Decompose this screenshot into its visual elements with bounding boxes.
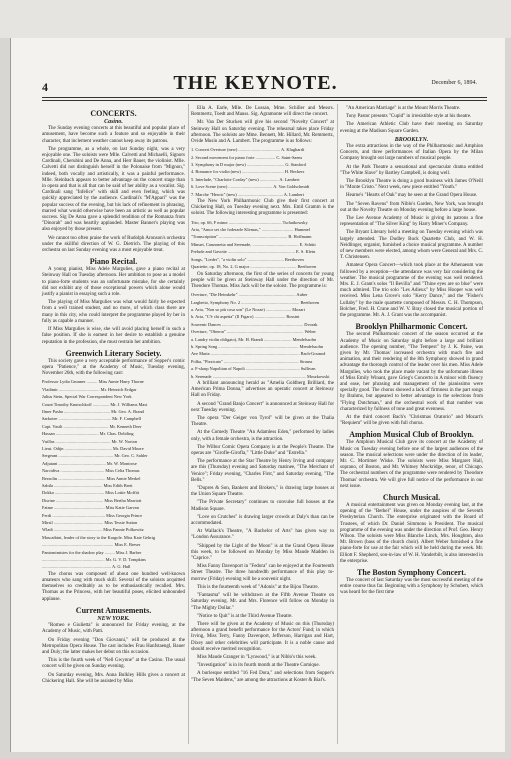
listing-line: Dokka ............................................. Miss Lottie Moffitt [42,490,140,496]
listing-line: 5. Interlude, "Charlotte Corday" (new) ................. A. Lambert [191,176,300,182]
article-paragraph: A young pianist, Miss Adele Margulies, gave a piano recital at Steinway Hall on Tuesday afternoon. Her ambition to pose as a model to piano-forte students was an unfortunate mistake, for she certainly did not exhibit any of those exceptional powers which alone would justify a pianist in essaying such a role. [42,267,185,298]
listing-line: Souvenir Dances .......................................................................... Dvorak [191,321,318,327]
subheading: NEW YORK. [97,615,130,622]
listing-line: 2. Second movement for piano forte .................. C. Saint-Saens [191,154,303,160]
listing-line: ................................................................. Miss E. Breser [42,542,141,548]
listing-line: Minuet, Canzonetta and Serenade, .......................................... E. Schütt [191,241,316,247]
listing-line: Sabila ............................................ Miss Edith Brett [42,483,133,488]
article-paragraph: Miss Fanny Davenport in "Fedora" can be enjoyed at the Fourteenth Street Theatre. The three hundredth performance of this play to-morrow (Friday) evening will be a souvenir night. [191,564,334,582]
section-heading: The Boston Symphony Concert. [357,568,466,577]
article-paragraph: "Fantasma" will be withdrawn at the Fifth Avenue Theatre on Saturday evening. Mr. and Mrs. Florence will follow on Monday in "The Mighty Dollar." [191,593,334,611]
listing-line: Prelude and Gavotte ............................................................. E. S. Klein [191,249,316,255]
article-paragraph: A burlesque entitled "16 Fed Dora," and selections from Sopper's "The Seven Maidens," are among the attractions at Koster & Bial's. [191,671,334,683]
article-paragraph: We cannot too often praise the work of Rudolph Aronson's orchestra under the skillful direction of W. G. Dietrich. The playing of this orchestra on last Sunday evening was a most enjoyable treat. [42,235,185,254]
listing-line: Berzolin ........................................... Miss Annie Merkel [42,475,141,481]
listing-line: Ferdi ................................................ Miss Georgia Prince [42,512,143,518]
scan-margin [0,0,511,38]
article-paragraph: A musical entertainment was given on Monday evening last, at the opening of the "Bethel" House, under the auspices of the Seventh Presbyterian Church. The enterprise originated with the Board of Trustees, of which Dr. Daniel Simmons is President. The musical programme of the evening was under the direction of Prof. Geo. Henry Wilson. The soloists were Miss Blanche Linck, Mrs. Houghton, also Mr. Brown (bass of the church choir). Albert Weber furnished a fine piano-forte for use at the fair which will be held during the week. Mr. Elliott F. Shepherd, son-in-law of W. H. Vanderbilt, is also interested in the enterprise. [340,502,483,564]
listing-line: Professor Lydia Grunner .......... Miss Annie Harry Thorne [42,379,144,385]
article-paragraph: "Love on Crutches" is drawing larger crowds at Daly's than can be accommodated. [191,514,334,527]
listing-line: Larghetto, Symphony No. 2 ..................................................... Beethoven [191,299,320,305]
listing-line: Mascatbini, leader of the story to the Kargole. Miss Kate Gehrig [42,534,156,540]
article-paragraph: The Lee Avenue Academy of Music is giving its patrons a fine representation of "The Silver King" by Harry Miner's Company. [340,216,483,228]
listing-line: Wladi ............................................ Miss Fannie Polkowitz [42,527,144,533]
article-paragraph: The Amphion Musical Club gave its concert at the Academy of Music on Tuesday evening before one of the largest audiences of the season. The musical selections were under the direction of its leader, Mr. C. Mortimer Wiske. The soloists were Miss Margaret Hall, soprano, of Boston, and Mr. Whitney Mockridge, tenor, of Chicago. The orchestral numbers of the programme were rendered by Theodore Thomas' orchestra. We will give full notice of the performance in our next issue. [340,440,483,489]
section-heading: Current Amusements. [75,605,152,615]
article-paragraph: The second Philharmonic concert of the season occurred at the Academy of Music on Saturday night before a large and brilliant audience. The opening number, "The Tempest" by J. K. Paine, was given by Mr. Thomas' increased orchestra with much fire and animation, and their rendering of the 8th Symphony showed in grand advantage the thorough control of the leader over his men. Miss Adele Margulies, who took the place made vacant by the unfortunate illness of Miss Emily Winant, gave Grieg's Concerto in A minor with fluency and ease, her phrasing and management of the pianissimo were specially good. The chorus showed a lack of firmness in the part songs by Brahms, but appeared to better advantage in the selections from "Flying Dutchman," and the orchestral work of that number was characterized by fullness of tone and great evenness. [340,332,483,412]
listing-line: Trio, op. 66, F minor ................................................ Tschaikowsky [191,219,308,225]
column-divider [188,104,189,744]
article-paragraph: Hearne's "Hearts of Oak" may be seen at the Grand Opera House. [346,193,478,199]
section-heading: Amphion Musical Club of Brooklyn. [349,430,474,440]
article-paragraph: The playing of Miss Margulies was what would fairly be expected from a well trained student, and no more, of which class there are many in this city, who could interpret the programme played by her in fully as capable a manner. [42,300,185,324]
article-paragraph: This society gave a very acceptable performance of Sopper's comic opera "Patience," at the Academy of Music, Tuesday evening, November 26th, with the following cast: [42,358,185,377]
header-rule-thin [42,100,487,101]
listing-line: b. Serenade ..................................................................................... Moszkowski [191,373,330,379]
article-paragraph: If Miss Margulies is wise, she will avoid placing herself in such a false position. If she is earnest in her desire to establish a genuine reputation in the profession, she must restrain her ambition. [42,327,185,345]
article-paragraph: "The Private Secretary" continues to convulse full houses at the Madison Square. [191,500,334,512]
listing-line: Overture, "Oberon" ...................................................................... Weber [191,329,316,335]
listing-line: Disrine ........................................... Miss Bertha Marriott [42,497,142,503]
article-paragraph: The Brooklyn Theatre is doing a good business with James O'Neill in "Monte Cristo." Next week, new piece entitled "Youth." [340,179,483,191]
article-paragraph: The New York Philharmonic Club give their first concert at Chickering Hall, on Tuesday evening next. Mrs. Emil Gramm is the soloist. The following interesting programme is presented: [191,199,334,217]
article-paragraph: The chorus was composed of about one hundred well-known amateurs who sang with much skill. Several of the soloists acquitted themselves so creditably as to be enthusiastically recalled. Mrs. Thomas as the Princess, with her beautiful poses, elicited unbounded applause. [42,571,185,602]
listing-line: Ilmer Pasha .......................................... Mr. Geo. A. Brand [42,408,144,414]
article-paragraph: The programme, as a whole, on last Sunday night, was a very enjoyable one. The soloists were Mlle. Calvetti and Michaelli, Signors Cardinali, Cherubini and De Anna, and Herr Bauer, the violinist. Mlle. Calvetti did not distinguish herself in the Polonaise from "Mignon," indeed, both vocally and artistically, it was a painful performance. Mlle. Steinbach appears to better advantage on the concert stage than in opera and that is all that can be said of her ability as a vocalist. Sig. Cardinali sang "Infelice" with skill and even feeling, which was quickly appreciated by the audience. Cardinali's "M'Appari" was the popular success of the evening, but his lack of refinement in phrasing, marred what would otherwise have been an artistic as well as popular success. Sig De Anna gave a splendid rendition of the Romanza from "Dinorah" and was heartily applauded. Master Banner's playing was also enjoyed by those present. [42,146,185,233]
listing-line: 4. Romance for violin (new) ...................................... H. Beckers [191,169,305,175]
page-number: 4 [42,80,48,94]
listing-line: Overture, "Die Heimkehr" .................................................... Auber [191,292,308,298]
listing-line: 7. Marche "Heroic" (new) ......................................... A. Lambert [191,191,304,197]
column-1 [42,106,185,687]
article-paragraph: "Shipped by the Light of the Moon" is at the Grand Opera House this week, to be followed on Monday by Miss Maude Madden in "Caprice." [191,543,334,562]
section-heading: Piano Recital. [89,257,138,267]
article-paragraph: The American Athletic Club have their meeting on Saturday evening at the Madison Square Garden. [340,122,483,134]
article-paragraph: At the Comedy Theatre "An Adamless Eden," performed by ladies only, with a female orchestra, is the attraction. [191,430,334,442]
masthead-title: THE KEYNOTE. [173,72,338,94]
article-paragraph: "Romeo e Giulietta" is announced for Friday evening, at the Academy of Music, with Patti. [42,623,185,635]
listing-line: Pantomimistes for the shadow play ......... Miss J. Barber [42,549,142,555]
article-paragraph: The concert of last Saturday was the most successful meeting of the entire course thus far. Beginning with a Symphony by Schubert, which was heard for the first time [340,578,483,596]
section-heading: Brooklyn Philharmonic Concert. [355,322,468,332]
article-paragraph: Miss Maude Granger in "Lynwood," is at Niblo's this week. [197,654,317,660]
article-paragraph: On Friday evening "Don Giovanni," will be produced at the Metropolitan Opera House. The cast includes Frau Hanfstaengl, Bauer and Duly; the latter makes her debut on this occasion. [42,637,185,655]
section-heading: Greenwich Literary Society. [65,348,162,358]
article-paragraph: The Bryant Literary held a meeting on Tuesday evening which was largely attended. The Dudley Buck Quartette Club, and W. H. Neidlinger, organist, furnished a choice musical programme. A number of new members were elected, among whom were General and Mrs. C. T. Christensen. [340,230,483,261]
listing-line: Capt. Vasili ......................................... Mr. Kenneth Deer [42,423,142,429]
listing-line: Songs, "Lieder", "a violin solo" ................................. Beethoven [191,256,304,262]
listing-line: a. Aria, "Non so più cosa son" (Le Nozze) ....................... Mozart [191,306,305,312]
column-3 [340,106,483,599]
article-paragraph: The opera "Der Geiger von Tyrol" will be given at the Thalia Theatre. [191,416,334,428]
article-paragraph: This is the fourth week of "Nell Gwynne" at the Casino. The usual concert will be given on Sunday evening. [42,658,185,670]
article-paragraph: At Wallack's Theatre, "A Bachelor of Arts" has given way to "London Assurance." [191,529,334,541]
listing-line: 6. Love Scene (new) ........................................ A. Von Goldschmidt [191,184,310,190]
subheading: Casino. [104,119,123,125]
listing-line: Fatme .............................................. Miss Katie Garvan [42,505,139,511]
article-paragraph: A second "Grand Banjo Concert" is announced at Steinway Hall for next Tuesday evening. [191,401,334,413]
article-paragraph: The Wilbur Comic Opera Company is at the People's Theatre. The operas are "Girofle-Girofla," "Little Duke" and "Estrella." [191,444,334,457]
listing-line: Polka, "Pizzicato" .................................................................... Strauss [191,358,313,364]
listing-line: Sarkotee ................................................ Mr. F. Campbell [42,416,141,422]
header-rule [42,97,487,98]
section-heading: Church Musical. [382,492,441,502]
article-paragraph: At the Park Theatre a sensational and spectacular drama entitled "The White Slave" by Bartley Campbell, is doing well. [340,164,483,176]
listing-line: Count Timothy Knutschkoff ............... Mr. J. Williams Mast [42,401,148,407]
listing-line: "Transcription" .............................................................. B. Hoffmann [191,234,312,240]
article-paragraph: Ella A. Earle, Mlle. De Lussan, Mme. Schiller and Messrs. Remmertz, Toedt and Mauss. Sig. Agramonte will direct the concert. [191,106,334,118]
article-paragraph: The "Seven Ravens" from Niblo's Garden, New York, was brought out at the Novelty Theatre on Monday evening before a large house. [340,201,483,213]
column-divider [337,104,338,744]
article-paragraph: "Investigation" is in its fourth month at the Theatre Comique. [197,663,320,669]
issue-date: December 6, 1894. [431,80,477,86]
article-paragraph: Tony Pastor presents "Cupid" in irresistible style at his theatre. [346,114,472,120]
article-paragraph: The performance at the Star Theatre by Henry Irving and company are this (Thursday) evening and Saturday matinee, "The Merchant of Venice"; Friday evening, "Charles First," and Saturday evening, "The Bells." [191,459,334,483]
article-paragraph: On Saturday afternoon, the first of the series of concerts for young people will be given at Steinway Hall under the direction of Mr. Theodore Thomas. Miss Jack will be the soloist. The programme is: [191,271,334,289]
listing-line: Quartette, op. 18, No. 2, G major .......................................... Beethoven [191,264,317,270]
listing-line: Vladimir ..................................... Mr. Heinrich Erdgar [42,386,137,392]
listing-line: Lieut. Odijn ........................................... Mr. David Moore [42,445,144,451]
listing-line: Hassan ....................................... Mr. Chas. Dobiling [42,431,134,437]
article-paragraph: On Saturday evening, Mrs. Anna Bulkley Hills gives a concert at Chickering Hall. She will be assisted by Miss [42,672,185,684]
listing-line: Aria, "Amor sei che foderarle Klemas," ............................. Hummel [191,227,310,233]
article-paragraph: "An American Marriage" is at the Mount Morris Theatre. [346,106,461,111]
listing-line: Narcidiva ........................................ Miss Celia Thomas [42,468,140,474]
listing-line: b. Aria, "C'è chi aspetta" (Il Figaro) ............................ Rossini [191,314,300,320]
listing-line: Mirsil ............................................. Miss Tessie Sutton [42,520,138,526]
listing-line: 3. Symphony in D major (new) .................................. G. Stanford [191,162,306,168]
listing-line: a. F-sharp Napolitan of Napoli ................................................. Sullivan [191,366,316,372]
listing-line: 1. Concert Overture (new) ...................................... A. Klughardt [191,147,305,153]
article-paragraph: At the third concert Bach's "Christmas Oratorio" and Mozart's "Requiem" will be given with full chorus. [340,414,483,427]
article-paragraph: "Dupres & Son, Bankers and Brokers," is drawing large houses at the Union Square Theatre. [191,486,334,498]
subheading: BROOKLYN. [394,136,429,143]
article-paragraph: The extra attractions in the way of the Philharmonic and Amphion Concerts, and three performances of Italian Opera by the Milan Company brought out large numbers of musical people. [340,144,483,162]
article-paragraph: There will be given at the Academy of Music on this (Thursday) afternoon a grand benefit performance for the Actors' Fund; in which Irving, Miss Terry, Fanny Davenport, Jefferson, Harrigan and Hart, Dixey and other celebrities will participate. It is a noble cause and should receive merited recognition. [191,621,334,652]
article-paragraph: Mr. Van Der Stucken will give his second "Novelty Concert" at Steinway Hall on Saturday evening. The rehearsal takes place Friday afternoon. The soloists are Mme. Bennett, Mr. Hillard, Mr. Remmertz, Ovide Musin and A. Lambert. The programme is as follows: [191,120,334,145]
listing-line: Adjutant ........................................... Mr. W. Montrose [42,460,137,466]
listing-line: Sergeant .................................................. Mr. Geo. C. Sahler [42,453,148,459]
article-paragraph: A brilliant announcing herald as "Amelia Goldberg Brilliard, the American Prima Donna," advertises an operatic concert at Steinway Hall on Friday. [191,381,334,399]
article-paragraph: Amateur Opera Concert—which took place at the Athenaeum was followed by a reception—the attendance was very fair considering the weather. The musical programme of the evening was well rendered. Mrs. E. J. Grant's solos "Il Bevilla" and "Thine eyes are so blue" were much admired. The trio solo "Les Adieux" by Miss Hooper was well received. Miss Lena Grove's solo "Kerry Dance," and the "Fisher's Lullaby" by the male quartette composed of Messrs. C. H. Thompson, Bolcher, Fred. H. Crane and W. V. Bray closed the musical portion of the programme. Mr. A. J. Grant was the accompanist. [340,263,483,319]
article-paragraph: This is the fourteenth week of "Adonis" at the Bijou Theatre. [197,584,319,590]
listing-line: b. Spring Song ......................................................................... Mendelssohn [191,343,323,349]
article-paragraph: "Notice to Quit" is at the Third Avenue Theatre. [197,613,293,619]
listing-line: ......................................................... Mr. G. V. D. Tompkins [42,557,146,563]
column-2 [191,106,334,686]
listing-line: ............................................................... A. G. Hall [42,564,131,570]
listing-line: Ave Maria ................................................................................. Bach-Gounod [191,351,326,357]
listing-line: Julius Stein, Special War Correspondent New York [42,394,132,400]
article-paragraph: The Sunday evening concerts at this beautiful and popular place of amusement, have become such a feature and so enjoyable in their character, that inclement weather cannot keep away its patrons. [42,126,185,144]
section-heading: CONCERTS. [90,109,137,118]
listing-line: a. Landry violin obligato), Mr. H. Brandt ......................... Mendelssohn [191,336,316,342]
listing-line: Vuillas .................................................. Mr. W. Norton [42,438,138,444]
